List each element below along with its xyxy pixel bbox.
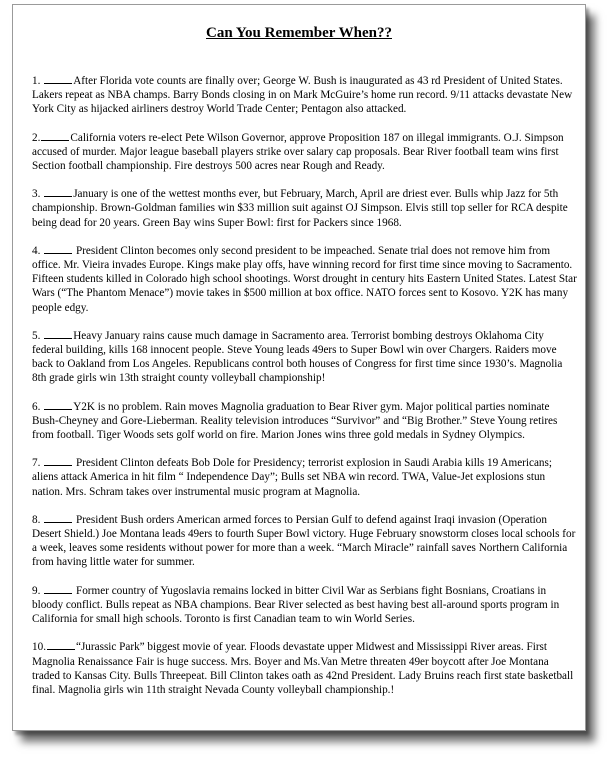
- question-text: California voters re-elect Pete Wilson Governor, approve Proposition 187 on illegal immigrants. O.J. Simpson accused of murder. Major league baseball players strike over salary cap proposals. Bear River football team wins first Section football championship. Fire destroys 500 acres near Rough and Ready.: [32, 131, 564, 173]
- answer-blank[interactable]: [44, 243, 72, 254]
- answer-blank[interactable]: [44, 583, 72, 594]
- question-item: [32, 328, 577, 386]
- question-item: [32, 186, 577, 230]
- question-item: [32, 512, 577, 570]
- answer-blank[interactable]: [44, 512, 72, 523]
- question-item: [32, 399, 577, 443]
- question-text: After Florida vote counts are finally over; George W. Bush is inaugurated as 43 rd President of United States. Lakers repeat as NBA champs. Barry Bonds closing in on Mark McGuire’s home run record. 9/11 attacks devastate New York City as hijacked airliners destroy World Trade Center; Pentagon also attacked.: [32, 75, 573, 116]
- question-item: [32, 243, 577, 315]
- question-text: President Bush orders American armed forces to Persian Gulf to defend against Iraqi invasion (Operation Desert Shield.) Joe Montana leads 49ers to fourth Super Bowl victory. Huge February snowstorm closes local schools for a week, leaves some residents without power for more than a week. “March Miracle” rainfall saves Northern California from having little water for summer.: [32, 513, 576, 569]
- question-text: President Clinton becomes only second president to be impeached. Senate trial does not remove him from office. Mr. Vieira invades Europe. Kings make play offs, have winning record for first time since moving to Sacramento. Fifteen students killed in Colorado high school shootings. Worst drought in century hits Eastern United States. Latest Star Wars (“The Phantom Menace”) movie takes in $500 million at box office. NATO forces sent to Kosovo. Y2K has many people edgy.: [32, 244, 577, 314]
- answer-blank[interactable]: [44, 328, 72, 339]
- answer-blank[interactable]: [44, 73, 72, 84]
- question-number: 6.: [32, 400, 41, 413]
- question-text: “Jurassic Park” biggest movie of year. Floods devastate upper Midwest and Mississippi River areas. First Magnolia Renaissance Fair is huge success. Mrs. Boyer and Ms.Van Metre threaten 49er boycott after Joe Montana traded to Kansas City. Bulls Threepeat. Bill Clinton takes oath as 42nd President. Lady Bruins reach first state basketball final. Magnolia girls win 11th straight Nevada County volleyball championship.!: [32, 641, 574, 696]
- question-number: 9.: [32, 584, 41, 597]
- question-number: 4.: [32, 244, 41, 257]
- question-number: 3.: [32, 188, 41, 201]
- question-item: [32, 130, 577, 174]
- question-number: 5.: [32, 329, 41, 342]
- answer-blank[interactable]: [47, 639, 75, 650]
- question-number: 8.: [32, 513, 41, 526]
- answer-blank[interactable]: [44, 455, 72, 466]
- question-text: Heavy January rains cause much damage in Sacramento area. Terrorist bombing destroys Oklahoma City federal building, kills 168 innocent people. Steve Young leads 49ers to Super Bowl win over Chargers. Raiders move back to Oakland from Los Angeles. Republicans control both houses of Congress for first time since 1930’s. Magnolia 8th grade girls win 13th straight county volleyball championship!: [32, 329, 563, 385]
- answer-blank[interactable]: [44, 399, 72, 410]
- question-number: 7.: [32, 457, 41, 470]
- question-item: [32, 73, 577, 117]
- question-number: 10.: [32, 641, 46, 654]
- page-title: Can You Remember When??: [206, 25, 392, 41]
- question-item: [32, 639, 577, 697]
- question-item: [32, 583, 577, 627]
- question-number: 1.: [32, 75, 41, 87]
- question-list: [32, 73, 577, 710]
- document-page: [12, 4, 586, 731]
- answer-blank[interactable]: [41, 130, 69, 141]
- question-text: January is one of the wettest months ever, but February, March, April are driest ever. Bulls whip Jazz for 5th championship. Brown-Goldman families win $33 million suit against OJ Simpson. Elvis still top seller for RCA despite being dead for 20 years. Green Bay wins Super Bowl: first for Packers since 1968.: [32, 188, 568, 229]
- question-item: [32, 455, 577, 499]
- question-text: Former country of Yugoslavia remains locked in bitter Civil War as Serbians fight Bosnians, Croatians in bloody conflict. Bulls repeat as NBA champions. Bear River selected as best having best all-around sports program in California for small high schools. Toronto is first Canadian team to win World Series.: [32, 584, 560, 626]
- answer-blank[interactable]: [44, 186, 72, 197]
- question-text: Y2K is no problem. Rain moves Magnolia graduation to Bear River gym. Major political parties nominate Bush-Cheyney and Gore-Lieberman. Reality television introduces “Survivor” and “Big Brother.” Steve Young retires from football. Tiger Woods sets golf world on fire. Marion Jones wins three gold medals in Sydney Olympics.: [32, 400, 558, 442]
- question-number: 2.: [32, 131, 41, 144]
- question-text: President Clinton defeats Bob Dole for Presidency; terrorist explosion in Saudi Arabia kills 19 Americans; aliens attack America in hit film “ Independence Day”; Bulls set NBA win record. TWA, Value-Jet explosions stun nation. Mrs. Schram takes over instrumental music program at Magnolia.: [32, 457, 552, 498]
